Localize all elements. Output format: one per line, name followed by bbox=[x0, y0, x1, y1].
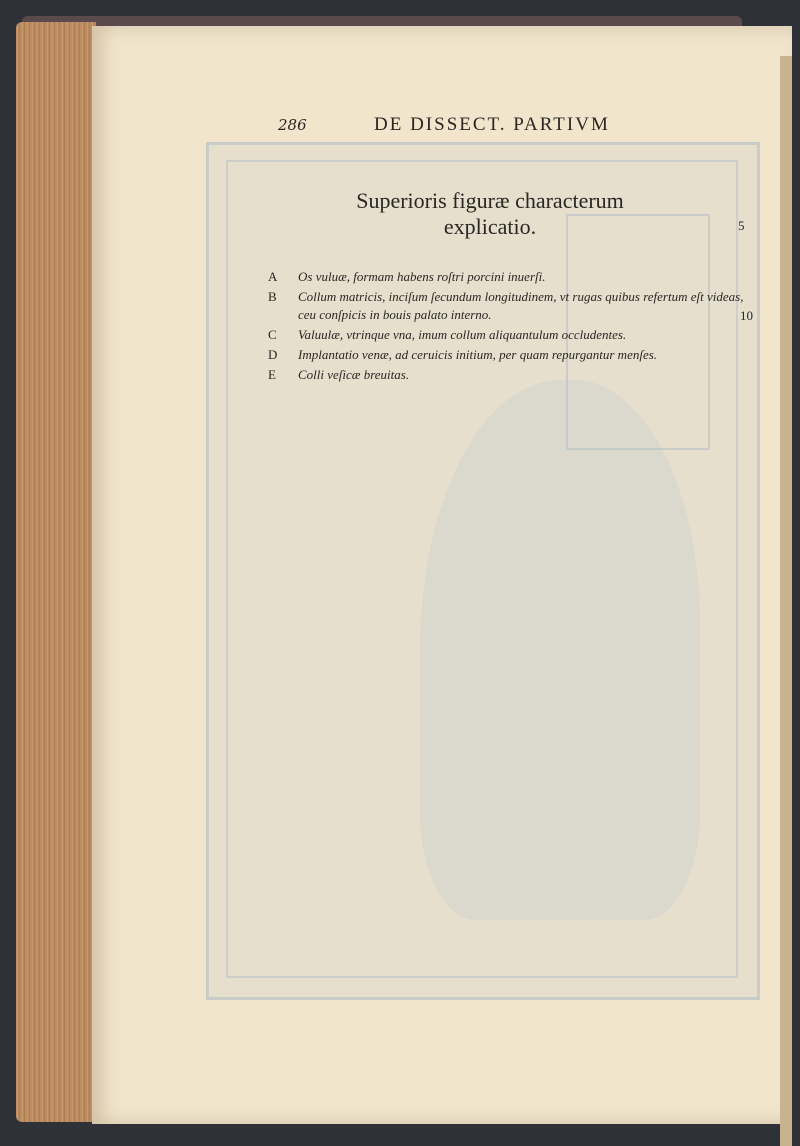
legend-letter: D bbox=[268, 347, 278, 362]
page-number: 286 bbox=[278, 116, 307, 134]
legend-text: Implantatio venæ, ad ceruicis initium, per quam repurgantur menſes. bbox=[298, 347, 658, 362]
legend-text: Collum matricis, inciſum ſecundum longitudinem, vt rugas quibus refertum eſt videas, ceu conſpicis in bouis palato interno. bbox=[298, 289, 744, 322]
page-edges bbox=[16, 22, 96, 1122]
legend-text: Valuulæ, vtrinque vna, imum collum aliquantulum occludentes. bbox=[298, 327, 627, 342]
legend-item bbox=[268, 326, 748, 344]
legend-text: Os vuluæ, formam habens roſtri porcini inuerſi. bbox=[298, 269, 546, 284]
title-line-1: Superioris figuræ characterum bbox=[356, 188, 624, 213]
legend-item bbox=[268, 366, 748, 384]
legend-item bbox=[268, 268, 748, 286]
margin-number-10: 10 bbox=[740, 308, 753, 323]
page-title bbox=[330, 188, 650, 240]
legend-letter: A bbox=[268, 269, 278, 284]
legend-item bbox=[268, 346, 748, 364]
legend-item bbox=[268, 288, 748, 324]
title-line-2: explicatio. bbox=[443, 214, 537, 239]
show-through-figure bbox=[420, 380, 700, 920]
running-head: DE DISSECT. PARTIVM bbox=[374, 114, 610, 135]
legend-text: Colli veſicæ breuitas. bbox=[298, 367, 410, 382]
legend-letter: C bbox=[268, 327, 277, 342]
legend-letter: E bbox=[268, 367, 276, 382]
legend-letter: B bbox=[268, 289, 277, 304]
figure-legend bbox=[268, 268, 748, 386]
right-page-edge bbox=[780, 56, 792, 1146]
margin-number-5: 5 bbox=[738, 218, 745, 233]
